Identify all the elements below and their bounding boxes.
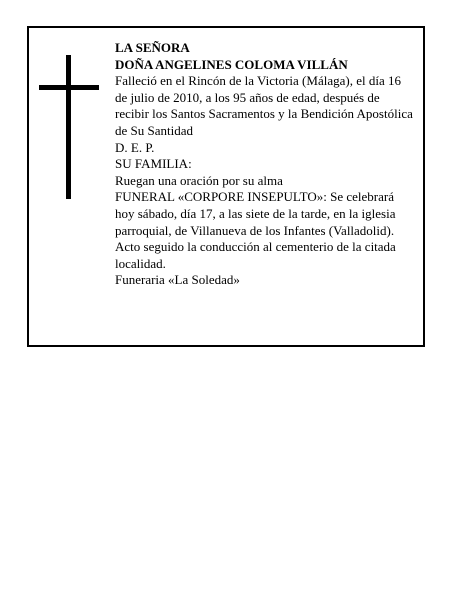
obituary-notice — [27, 26, 425, 347]
prayer-request: Ruegan una oración por su alma — [115, 172, 283, 188]
cross-horizontal-bar — [39, 85, 99, 90]
death-statement: Falleció en el Rincón de la Victoria (Málaga), el día 16 de julio de 2010, a los 95 años de edad, después de recibir los Santos Sacramentos y la Bendición Apostólica de Su Santidad — [115, 73, 413, 138]
cross-vertical-bar — [66, 55, 71, 199]
rip-text: D. E. P. — [115, 139, 155, 155]
notice-title: LA SEÑORA — [115, 40, 190, 55]
latin-cross-icon — [39, 55, 99, 199]
funeral-home: Funeraria «La Soledad» — [115, 272, 240, 288]
notice-body — [115, 40, 415, 289]
family-heading: SU FAMILIA: — [115, 156, 192, 172]
deceased-name: DOÑA ANGELINES COLOMA VILLÁN — [115, 56, 348, 72]
funeral-info: FUNERAL «CORPORE INSEPULTO»: Se celebrará hoy sábado, día 17, a las siete de la tarde, en la iglesia parroquial, de Villanueva de los Infantes (Valladolid). Acto seguido la conducción al cementerio de la citada localidad. — [115, 189, 396, 271]
